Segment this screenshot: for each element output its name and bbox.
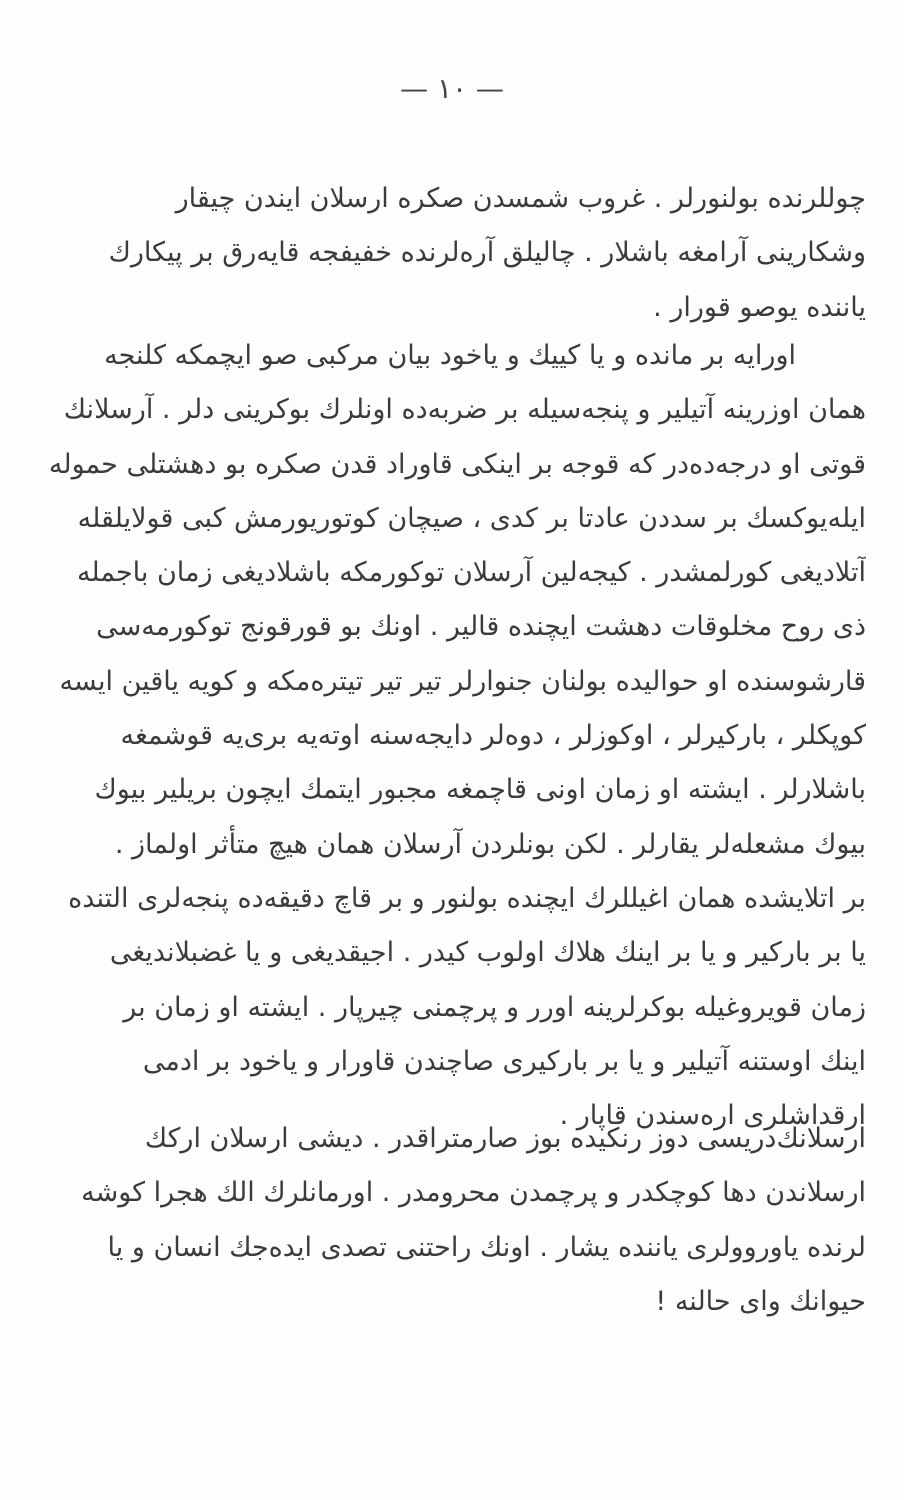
text-line: قارشوسنده او حوالیده بولنان جنوارلر تیر تیر تیتره‌مکه و کویه یاقین ایسه <box>59 665 866 697</box>
text-line: چوللرنده بولنورلر . غروب شمسدن صکره ارسلان ایندن چیقار <box>175 183 866 214</box>
text-line: لرنده یاوروولری یاننده یشار . اونك راحتنی تصدی ایده‌جك انسان و یا <box>107 1231 866 1263</box>
text-line: یا بر بارکیر و یا بر اینك هلاك اولوب کیدر . اجیقدیغی و یا غضبلاندیغی <box>109 937 866 969</box>
text-line: حیوانك وای حالنه ! <box>655 1285 866 1317</box>
text-line: زمان قویروغیله بوکرلرینه اورر و پرچمنی چیرپار . ایشته او زمان بر <box>123 991 866 1023</box>
text-line: وشکارینی آرامغه باشلار . چالیلق آره‌لرنده خفیفجه قایه‌رق بر پیکارك <box>108 237 866 269</box>
text-line: بر اتلایشده همان اغیللرك ایچنده بولنور و بر قاچ دقیقه‌ده پنجه‌لری التنده <box>68 882 866 914</box>
paragraph-2 <box>40 329 866 1143</box>
page-number: — ١٠ — <box>400 72 504 105</box>
text-line: کوپکلر ، بارکیرلر ، اوکوزلر ، دوه‌لر دایجه‌سنه اوته‌یه بری‌یه قوشمغه <box>120 720 866 752</box>
text-line: ارقداشلری اره‌سندن قاپار . <box>559 1100 866 1132</box>
text-line: باشلارلر . ایشته او زمان اونی قاچمغه مجبور ایتمك ایچون بریلیر بیوك <box>94 774 866 806</box>
text-line: قوتی او درجه‌دەدر که قوجه بر اینکی قاوراد قدن صکره بو دهشتلی حموله <box>48 448 866 480</box>
text-line: ذی روح مخلوقات دهشت ایچنده قالیر . اونك بو قورقونج توکورمەسی <box>96 611 866 643</box>
text-line: ارسلاندن دها کوچکدر و پرچمدن محرومدر . اورمانلرك الك هجرا کوشه‌ <box>81 1177 866 1209</box>
text-line: بیوك مشعله‌لر یقارلر . لکن بونلردن آرسلان همان هیچ متأثر اولماز . <box>114 828 866 860</box>
paragraph-1 <box>40 172 866 335</box>
text-line: ایله‌یوکسك بر سددن عادتا بر کدی ، صیچان کوتوریورمش کبی قولایلقله <box>77 502 866 534</box>
text-line: یانندە یوصو قورار . <box>653 291 866 323</box>
text-line: اورایه بر مانده و یا کییك و یاخود بیان مرکبی صو ایچمکه کلنجه <box>104 340 796 371</box>
paragraph-3 <box>40 1112 866 1329</box>
text-line: ارسلانك‌دریسی دوز رنکیده بوز صارمتراقدر . دیشی ارسلان ارکك <box>144 1123 866 1154</box>
text-line: اینك اوستنه آتیلیر و یا بر بارکیری صاچندن قاورار و یاخود بر ادمی <box>142 1045 866 1077</box>
text-line: همان اوزرینه آتیلیر و پنجه‌سیله بر ضربه‌ده اونلرك بوکرینی دلر . آرسلانك <box>63 394 866 426</box>
text-line: آتلادیغی کورلمشدر . کیجه‌لین آرسلان توکورمکه باشلادیغی زمان باجمله <box>76 557 866 589</box>
